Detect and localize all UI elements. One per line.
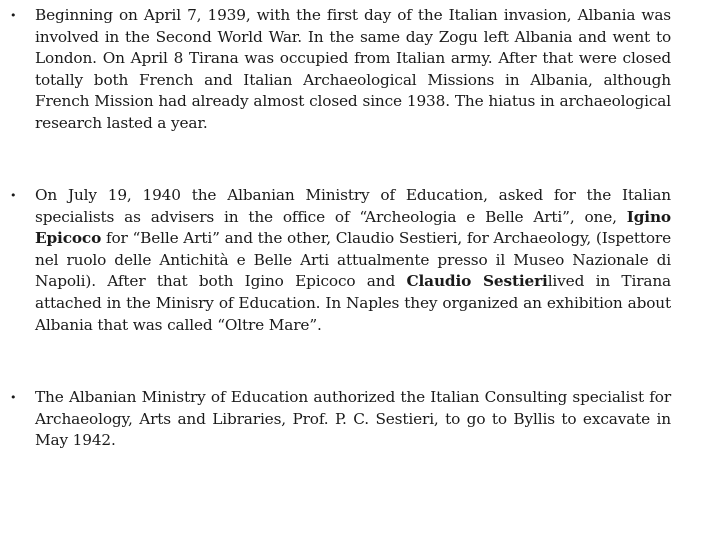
text-segment: lived in Tirana attached in the Minisry of Education. In Naples they organized an exhibition about Albania that was called “Oltre Mare”. <box>35 272 671 334</box>
bold-name-igino-epicoco: Igino Epicoco <box>35 207 671 248</box>
text-segment: On July 19, 1940 the Albanian Ministry of Education, asked for the Italian specialists as advisers in the office of “Archeologia e Belle Arti”, one, <box>35 186 671 226</box>
bullet-text: Beginning on April 7, 1939, with the first day of the Italian invasion, Albania was involved in the Second World War. In the same day Zogu left Albania and went to London. On April 8 Tirana was occupied from Italian army. After that were closed totally both French and Italian Archaeological Missions in Albania, although French Mission had already almost closed since 1938. The hiatus in archaeological research lasted a year. <box>35 6 671 132</box>
bullet-dot-icon: • <box>10 391 17 404</box>
text-segment: for “Belle Arti” and the other, Claudio Sestieri, for Archaeology, (Ispettore nel ruolo delle Antichità e Belle Arti attualmente presso il Museo Nazionale di Napoli). After that both Igino Epicoco and <box>35 229 671 291</box>
bullet-dot-icon: • <box>10 189 17 202</box>
bold-name-claudio-sestieri: Claudio Sestieri <box>406 272 548 291</box>
bullet-text <box>35 185 671 336</box>
bullet-dot-icon: • <box>10 9 17 22</box>
bullet-text: The Albanian Ministry of Education authorized the Italian Consulting specialist for Archaeology, Arts and Libraries, Prof. P. C. Sestieri, to go to Byllis to excavate in May 1942. <box>35 388 671 450</box>
